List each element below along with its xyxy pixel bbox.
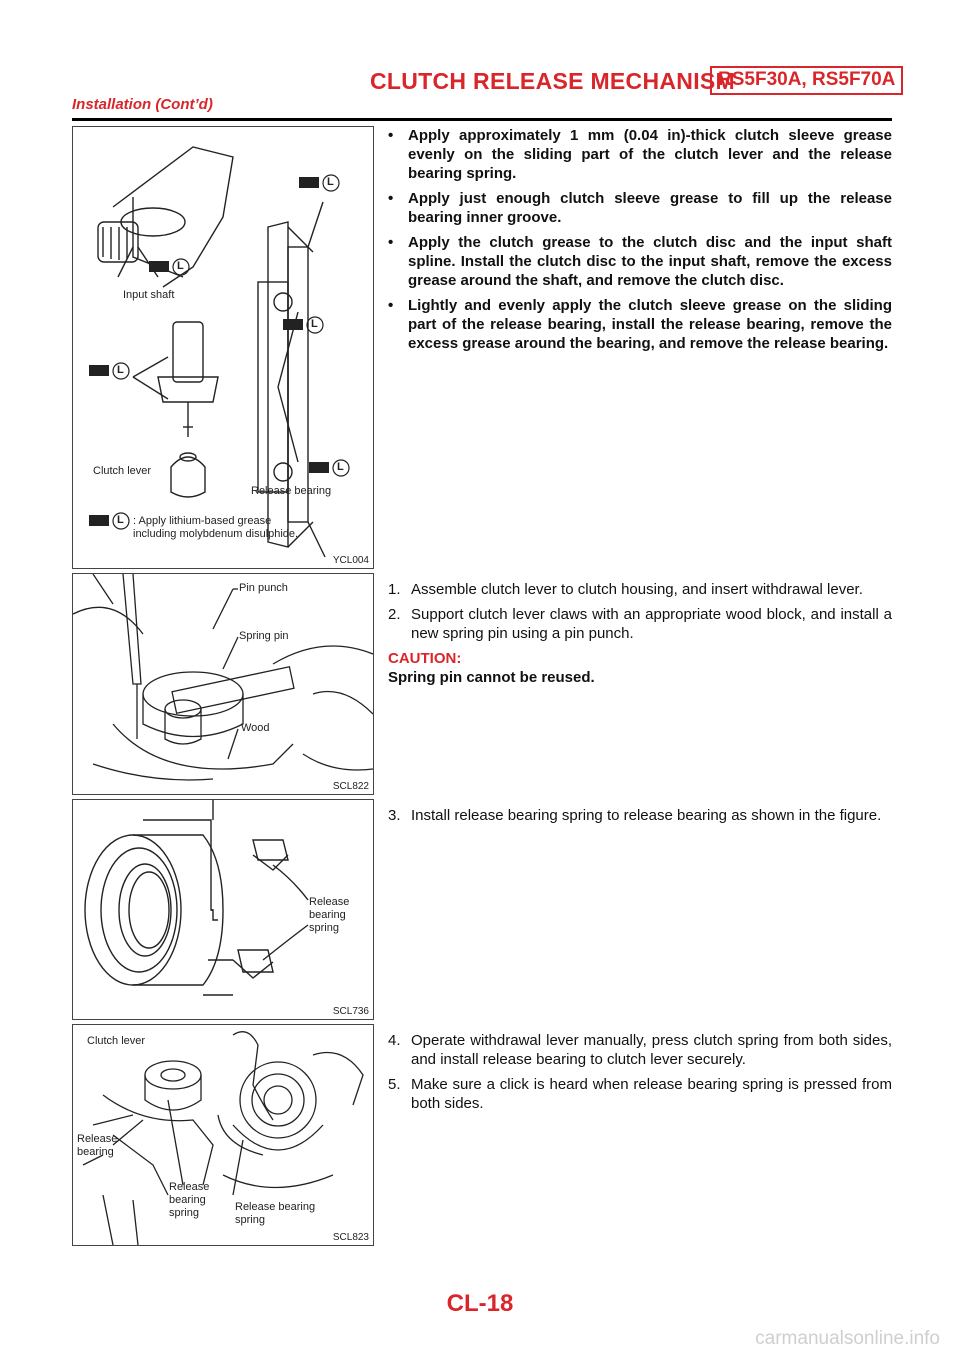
grease-symbol-1: L xyxy=(327,176,334,188)
bullet-text: Lightly and evenly apply the clutch sleeve grease on the sliding part of the release bearing, install the release bearing, remove the excess grease around the bearing, and remove the release bearing. xyxy=(408,297,892,352)
label-release-bearing: Release bearing xyxy=(251,485,332,497)
step-number: 3. xyxy=(388,807,401,824)
step-item xyxy=(388,580,892,599)
step-text: Assemble clutch lever to clutch housing, and insert withdrawal lever. xyxy=(411,581,863,598)
bullet-item xyxy=(388,233,892,290)
figure-code: SCL736 xyxy=(332,1006,369,1017)
grease-symbol-2: L xyxy=(177,260,184,272)
watermark: carmanualsonline.info xyxy=(755,1328,940,1349)
figure-ycl004-drawing xyxy=(73,127,373,568)
label-wood: Wood xyxy=(241,722,270,734)
bullet-item xyxy=(388,296,892,353)
caution-heading: CAUTION: xyxy=(388,650,462,667)
label-pin-punch: Pin punch xyxy=(239,582,288,594)
page-number: CL-18 xyxy=(446,1290,514,1317)
step-number: 2. xyxy=(388,606,401,623)
grease-legend: : Apply lithium-based grease including molybdenum disulphide. xyxy=(133,515,299,540)
bullet-item xyxy=(388,189,892,227)
model-badge: RS5F30A, RS5F70A xyxy=(710,66,903,95)
step-item xyxy=(388,605,892,643)
figure-scl823 xyxy=(72,1024,374,1246)
label-release-bearing: Release bearing xyxy=(77,1133,118,1158)
spring-pin-instructions xyxy=(388,580,892,687)
figure-scl822 xyxy=(72,573,374,795)
grease-symbol-3: L xyxy=(117,364,124,376)
step-number: 1. xyxy=(388,581,401,598)
step-item xyxy=(388,806,892,825)
bullet-item xyxy=(388,126,892,183)
bullet-text: Apply approximately 1 mm (0.04 in)-thick clutch sleeve grease evenly on the sliding part of the clutch lever and the release bearing spring. xyxy=(408,127,892,182)
figure-code: SCL823 xyxy=(332,1232,369,1243)
label-release-bearing-spring: Release bearing spring xyxy=(309,896,350,934)
label-release-bearing-spring-2: Release bearing spring xyxy=(235,1201,316,1226)
step-text: Install release bearing spring to release bearing as shown in the figure. xyxy=(411,807,882,824)
label-clutch-lever: Clutch lever xyxy=(87,1035,146,1047)
label-clutch-lever: Clutch lever xyxy=(93,465,152,477)
step-text: Operate withdrawal lever manually, press clutch spring from both sides, and install release bearing to clutch lever securely. xyxy=(411,1032,892,1068)
figure-code: YCL004 xyxy=(332,555,369,566)
label-input-shaft: Input shaft xyxy=(123,289,175,301)
bullet-mark: • xyxy=(388,234,394,251)
step-item xyxy=(388,1031,892,1069)
grease-instructions xyxy=(388,126,892,359)
bearing-spring-instructions xyxy=(388,806,892,831)
grease-symbol-4: L xyxy=(311,318,318,330)
label-release-bearing-spring-1: Release bearing spring xyxy=(169,1181,210,1219)
grease-symbol-5: L xyxy=(337,461,344,473)
bullet-mark: • xyxy=(388,127,394,144)
step-item xyxy=(388,1075,892,1113)
step-text: Make sure a click is heard when release bearing spring is pressed from both sides. xyxy=(411,1076,892,1112)
bullet-mark: • xyxy=(388,190,394,207)
section-title: CLUTCH RELEASE MECHANISM xyxy=(370,68,735,94)
step-text: Support clutch lever claws with an appropriate wood block, and install a new spring pin using a pin punch. xyxy=(411,606,892,642)
bullet-mark: • xyxy=(388,297,394,314)
bullet-text: Apply just enough clutch sleeve grease to fill up the release bearing inner groove. xyxy=(408,190,892,226)
bullet-text: Apply the clutch grease to the clutch disc and the input shaft spline. Install the clutch disc to the input shaft, remove the excess grease around the shaft, and remove the clutch disc. xyxy=(408,234,892,289)
figure-scl736 xyxy=(72,799,374,1020)
section-subtitle: Installation (Cont’d) xyxy=(72,96,213,113)
figure-code: SCL822 xyxy=(332,781,369,792)
step-number: 5. xyxy=(388,1076,401,1093)
bearing-install-instructions xyxy=(388,1031,892,1119)
header-rule xyxy=(72,118,892,121)
grease-symbol-6: L xyxy=(117,514,124,526)
figure-ycl004 xyxy=(72,126,374,569)
figure-scl822-drawing xyxy=(73,574,373,794)
caution-text: Spring pin cannot be reused. xyxy=(388,669,595,686)
step-number: 4. xyxy=(388,1032,401,1049)
label-spring-pin: Spring pin xyxy=(239,630,289,642)
